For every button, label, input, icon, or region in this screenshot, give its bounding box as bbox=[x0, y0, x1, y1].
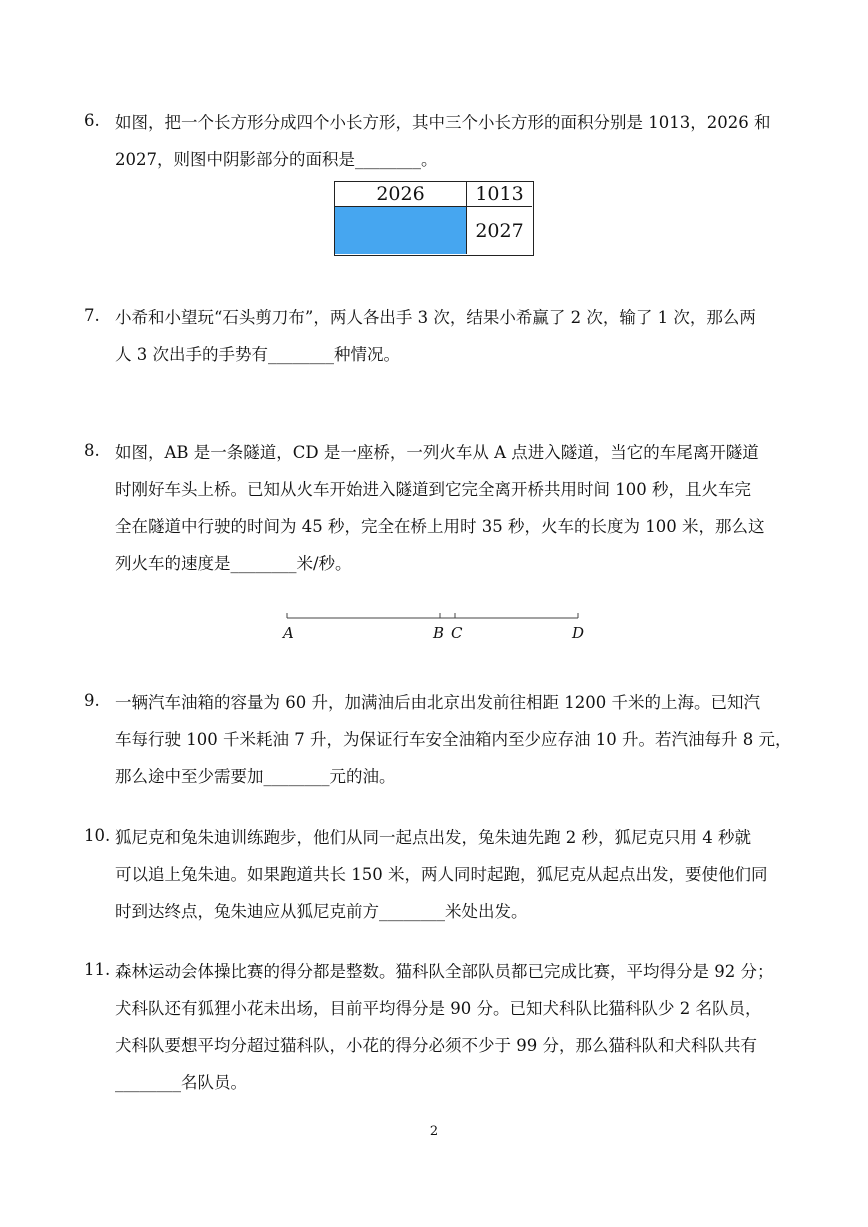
question-line: ________名队员。 bbox=[115, 1073, 247, 1092]
question-number: 6. bbox=[84, 111, 100, 130]
point-c-label: C bbox=[451, 624, 463, 642]
area-rectangle-figure bbox=[334, 181, 534, 256]
shaded-cell bbox=[335, 207, 467, 254]
question-number: 7. bbox=[84, 306, 100, 325]
question-line: 时刚好车头上桥。已知从火车开始进入隧道到它完全离开桥共用时间 100 秒，且火车完 bbox=[115, 480, 751, 499]
question-line: 车每行驶 100 千米耗油 7 升，为保证行车安全油箱内至少应存油 10 升。若汽油每升 8 元， bbox=[115, 730, 792, 749]
question-10 bbox=[84, 819, 788, 930]
question-line: 犬科队要想平均分超过猫科队，小花的得分必须不少于 99 分，那么猫科队和犬科队共有 bbox=[115, 1036, 757, 1055]
question-line: 时到达终点，兔朱迪应从狐尼克前方________米处出发。 bbox=[115, 902, 528, 921]
question-7 bbox=[84, 299, 788, 373]
question-line: 那么途中至少需要加________元的油。 bbox=[115, 767, 396, 786]
cell-2027: 2027 bbox=[475, 219, 524, 242]
question-number: 11. bbox=[84, 960, 111, 979]
question-line: 全在隧道中行驶的时间为 45 秒，完全在桥上用时 35 秒，火车的长度为 100 米，那么这 bbox=[115, 517, 765, 536]
question-line: 如图，把一个长方形分成四个小长方形，其中三个小长方形的面积分别是 1013，2026 和 bbox=[115, 113, 771, 132]
question-11 bbox=[84, 953, 788, 1101]
cell-2026: 2026 bbox=[335, 182, 467, 207]
question-line: 如图，AB 是一条隧道，CD 是一座桥，一列火车从 A 点进入隧道，当它的车尾离开隧道 bbox=[115, 443, 759, 462]
question-line: 2027，则图中阴影部分的面积是________。 bbox=[115, 150, 438, 169]
question-9 bbox=[84, 684, 792, 795]
question-line: 狐尼克和兔朱迪训练跑步，他们从同一起点出发，兔朱迪先跑 2 秒，狐尼克只用 4 秒就 bbox=[115, 828, 751, 847]
question-line: 一辆汽车油箱的容量为 60 升，加满油后由北京出发前往相距 1200 千米的上海。已知汽 bbox=[115, 693, 760, 712]
point-b-label: B bbox=[433, 624, 445, 642]
question-line: 犬科队还有狐狸小花未出场，目前平均得分是 90 分。已知犬科队比猫科队少 2 名队员， bbox=[115, 999, 762, 1018]
cell-1013: 1013 bbox=[467, 182, 532, 207]
question-line: 小希和小望玩“石头剪刀布”，两人各出手 3 次，结果小希赢了 2 次，输了 1 次，那么两 bbox=[115, 308, 756, 327]
question-number: 9. bbox=[84, 691, 100, 710]
question-line: 列火车的速度是________米/秒。 bbox=[115, 554, 352, 573]
question-8 bbox=[84, 434, 788, 582]
question-line: 可以追上兔朱迪。如果跑道共长 150 米，两人同时起跑，狐尼克从起点出发，要使他们同 bbox=[115, 865, 768, 884]
question-number: 10. bbox=[84, 826, 111, 845]
question-number: 8. bbox=[84, 441, 100, 460]
page-number: 2 bbox=[429, 1124, 439, 1139]
point-d-label: D bbox=[572, 624, 585, 642]
point-a-label: A bbox=[283, 624, 294, 642]
question-line: 森林运动会体操比赛的得分都是整数。猫科队全部队员都已完成比赛，平均得分是 92 分； bbox=[115, 962, 774, 981]
question-line: 人 3 次出手的手势有________种情况。 bbox=[115, 345, 400, 364]
question-6 bbox=[84, 104, 788, 178]
